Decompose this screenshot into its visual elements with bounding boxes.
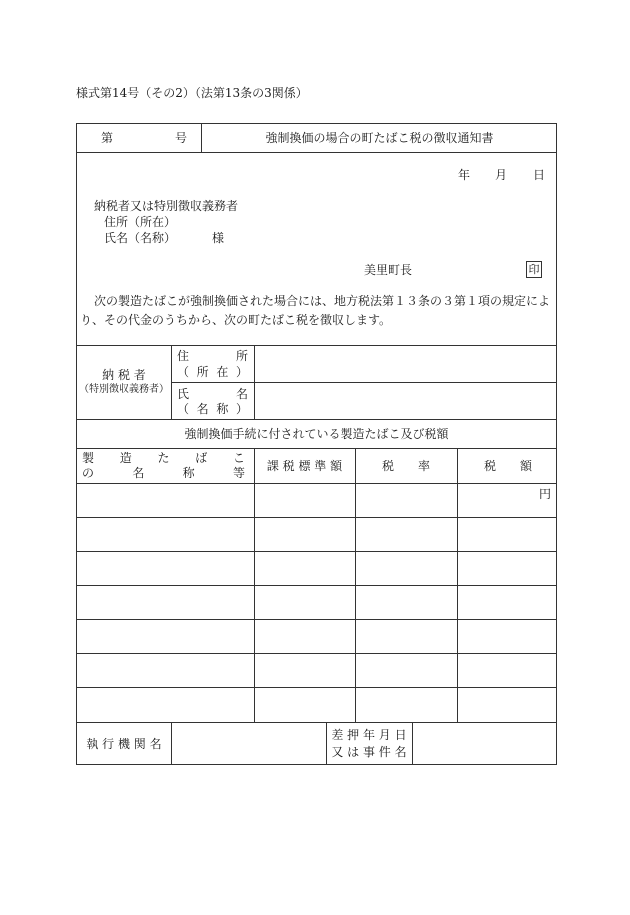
table-bottom-rule (77, 722, 556, 723)
table-row-rule (77, 619, 556, 620)
taxpayer-bottom-rule (77, 419, 556, 420)
column-product-line1: 製 造 た ば こ (82, 451, 245, 465)
table-row-rule (77, 517, 556, 518)
currency-unit: 円 (539, 487, 552, 501)
body-line-1: 次の製造たばこが強制換価された場合には、地方税法第１３条の３第１項の規定によ (94, 294, 551, 308)
recipient-name-label: 氏名（名称） (104, 231, 177, 245)
issuer-title: 美里町長 (364, 263, 413, 277)
footer-divider-3 (412, 722, 413, 764)
name-label-bottom: （ 名 称 ） (177, 402, 248, 416)
form-reference: 様式第14号（その2）（法第13条の3関係） (76, 86, 308, 100)
date-year: 年 (458, 168, 471, 182)
taxpayer-label: 納 税 者 (102, 368, 146, 382)
address-label-bottom: （ 所 在 ） (177, 365, 248, 379)
table-row-rule (77, 551, 556, 552)
address-label-top: 住 所 (177, 349, 248, 363)
table-row-rule (77, 687, 556, 688)
table-row-rule (77, 585, 556, 586)
date-month: 月 (495, 168, 508, 182)
number-go: 号 (175, 131, 188, 145)
column-tax-base: 課 税 標 準 額 (266, 459, 343, 473)
recipient-heading: 納税者又は特別徴収義務者 (94, 199, 239, 213)
table-header-rule (77, 483, 556, 484)
taxpayer-sublabel: （特別徴収義務者） (79, 384, 169, 395)
taxpayer-mid-rule (171, 382, 556, 383)
header-rule (77, 152, 556, 153)
body-line-2: り、その代金のうちから、次の町たばこ税を徴収します。 (80, 313, 392, 327)
number-dai: 第 (101, 131, 114, 145)
column-product-line2: の 名 称 等 (82, 466, 245, 480)
form-title: 強制換価の場合の町たばこ税の徴収通知書 (265, 131, 494, 145)
section-title: 強制換価手続に付されている製造たばこ及び税額 (184, 427, 449, 441)
recipient-honorific: 様 (212, 231, 225, 245)
table-row-rule (77, 653, 556, 654)
section-rule (77, 448, 556, 449)
column-tax-rate: 税 率 (382, 459, 430, 473)
recipient-address-label: 住所（所在） (104, 215, 177, 229)
date-day: 日 (533, 168, 546, 182)
seal-mark: 印 (526, 261, 542, 278)
notice-form (76, 123, 557, 765)
agency-label: 執 行 機 関 名 (86, 737, 162, 751)
body-rule (77, 345, 556, 346)
name-label-top: 氏 名 (177, 387, 248, 401)
column-tax-amount: 税 額 (484, 459, 532, 473)
seizure-label-line2: 又 は 事 件 名 (331, 745, 407, 759)
seizure-label-line1: 差 押 年 月 日 (331, 728, 407, 742)
footer-divider-1 (171, 722, 172, 764)
